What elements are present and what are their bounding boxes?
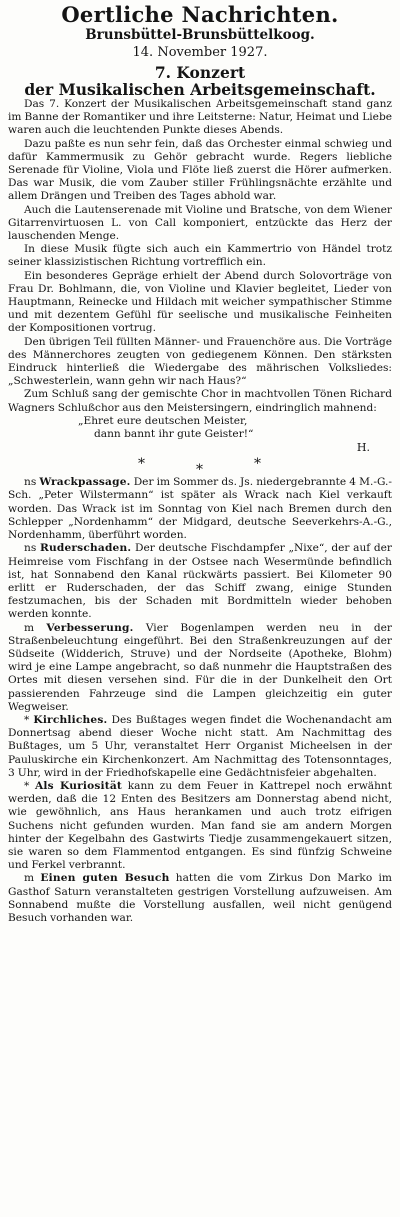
news-keyword: Ruderschaden. (39, 542, 132, 555)
news-text: Der im Sommer ds. Js. niedergebrannte 4 M.-G.-Sch. „Peter Wilstermann“ ist später als Wrack nach Kiel verkauft worden. Das Wrack ist im Sonntag von Kiel nach Bremen durch den Schlepper „Nordenhamm“ der Midgard, deutsche Seeverkehrs-A.-G., Nordenhamm, überführt worden. (8, 476, 392, 542)
news-text: hatten die vom Zirkus Don Marko im Gasthof Saturn veranstalteten gestrigen Vorstellung aufzuweisen. Am Sonnabend mußte die Vorstellung ausfallen, weil nicht genügend Besuch vorhanden war. (8, 872, 392, 924)
verse-line: „Ehret eure deutschen Meister, (78, 414, 248, 427)
local-news-list (8, 476, 392, 925)
concert-heading-title: der Musikalischen Arbeitsgemeinschaft. (24, 80, 376, 99)
news-item (8, 780, 392, 872)
section-subtitle: Brunsbüttel-Brunsbüttelkoog. (85, 27, 315, 43)
verse-line: dann bannt ihr gute Geister!“ (94, 428, 254, 441)
article-paragraph: Den übrigen Teil füllten Männer- und Frauenchöre aus. Die Vorträge des Männerchores zeugten von gediegenem Können. Den stärksten Eindruck hinterließ die Wiedergabe des mährischen Volksliedes: „Schwesterlein, wann gehn wir nach Haus?“ (8, 335, 392, 388)
article-paragraph: Ein besonderes Gepräge erhielt der Abend durch Solovorträge von Frau Dr. Bohlmann, die, von Violine und Klavier begleitet, Lieder von Hauptmann, Reinecke und Hildach mit weicher sympathischer Stimme und mit dezentem Gefühl für seelische und musikalische Feinheiten der Kompositionen vortrug. (8, 269, 392, 335)
news-item (8, 622, 392, 714)
news-prefix: * (24, 713, 30, 726)
issue-date: 14. November 1927. (132, 45, 268, 60)
news-item (8, 476, 392, 542)
news-prefix: m (24, 621, 35, 634)
news-item (8, 542, 392, 621)
news-text: Des Bußtages wegen findet die Wochenandacht am Donnertsag abend dieser Woche nicht statt. Am Nachmittag des Bußtages, um 5 Uhr, veranstaltet Herr Organist Micheelsen in der Pauluskirche ein Kirchenkonzert. Am Nachmittag des Totensonntages, 3 Uhr, wird in der Friedhofskapelle eine Gedächtnisfeier abgehalten. (8, 713, 392, 779)
news-text: Der deutsche Fischdampfer „Nixe“, der auf der Heimreise vom Fischfang in der Ostsee nach Wesermünde befindlich ist, hat Sonnabend den Kanal rückwärts passiert. Bei Kilometer 90 erlitt er Ruderschaden, der das Schiff zwang, einige Stunden festzumachen, bis der Schaden mit Bordmitteln wieder behoben werden konnte. (8, 542, 392, 621)
news-item (8, 714, 392, 780)
news-item (8, 872, 392, 925)
news-keyword: Kirchliches. (33, 713, 108, 726)
section-separator (8, 454, 392, 479)
news-prefix: ns (24, 542, 37, 555)
article-paragraph: In diese Musik fügte sich auch ein Kammertrio von Händel trotz seiner klassizistischen Richtung vortrefflich ein. (8, 243, 392, 269)
news-keyword: Wrackpassage. (39, 476, 131, 489)
section-title: Oertliche Nachrichten. (61, 2, 339, 27)
news-prefix: ns (24, 476, 37, 489)
article-paragraph: Das 7. Konzert der Musikalischen Arbeitsgemeinschaft stand ganz im Banne der Romantiker und ihre Leitsterne: Natur, Heimat und Liebe waren auch die leuchtenden Punkte dieses Abends. (8, 98, 392, 137)
news-prefix: * (24, 779, 30, 792)
news-keyword: Einen guten Besuch (40, 872, 170, 885)
concert-heading-number: 7. Konzert (154, 63, 246, 82)
news-prefix: m (24, 872, 35, 885)
quoted-verse (8, 415, 392, 441)
separator-star: * (138, 456, 145, 473)
news-text: kann zu dem Feuer in Kattrepel noch erwähnt werden, daß die 12 Enten des Besitzers am Donnerstag abend nicht, wie gewöhnlich, ans Haus herankamen und auch trotz eifrigen Suchens nicht gefunden wurden. Man fand sie am andern Morgen hinter der Kegelbahn des Gastwirts Tiedje zusammengekauert sitzen, sie waren so dem Flammentod entgangen. Es sind fünfzig Schweine und Ferkel verbrannt. (8, 779, 392, 872)
article-paragraph: Dazu paßte es nun sehr fein, daß das Orchester einmal schwieg und dafür Kammermusik zu Gehör gebracht wurde. Regers liebliche Serenade für Violine, Viola und Flöte ließ zuerst die Hörer aufmerken. Das war Musik, die vom Zauber stiller Frühlingsnächte erzählte und allem Drängen und Treiben des Tages abhold war. (8, 137, 392, 203)
separator-star: * (254, 456, 261, 473)
author-signature: H. (356, 441, 370, 455)
article-paragraph: Zum Schluß sang der gemischte Chor in machtvollen Tönen Richard Wagners Schlußchor aus den Meistersingern, eindringlich mahnend: (8, 388, 392, 414)
concert-article (8, 98, 392, 454)
news-keyword: Verbesserung. (46, 621, 134, 634)
news-keyword: Als Kuriosität (35, 779, 123, 792)
news-text: Vier Bogenlampen werden neu in der Straßenbeleuchtung eingeführt. Bei den Straßenkreuzungen auf der Südseite (Widderich, Struve) und der Nordseite (Apotheke, Blohm) wird je eine Lampe angebracht, so daß nunmehr die Hauptstraßen des Ortes mit diesen versehen sind. Für die in der Dunkelheit den Ort passierenden Fahrzeuge sind die Lampen gleichzeitig ein guter Wegweiser. (8, 621, 392, 713)
separator-star: * (196, 462, 203, 479)
article-paragraph: Auch die Lautenserenade mit Violine und Bratsche, von dem Wiener Gitarrenvirtuosen L. von Call komponiert, entzückte das Herz der lauschenden Menge. (8, 203, 392, 243)
